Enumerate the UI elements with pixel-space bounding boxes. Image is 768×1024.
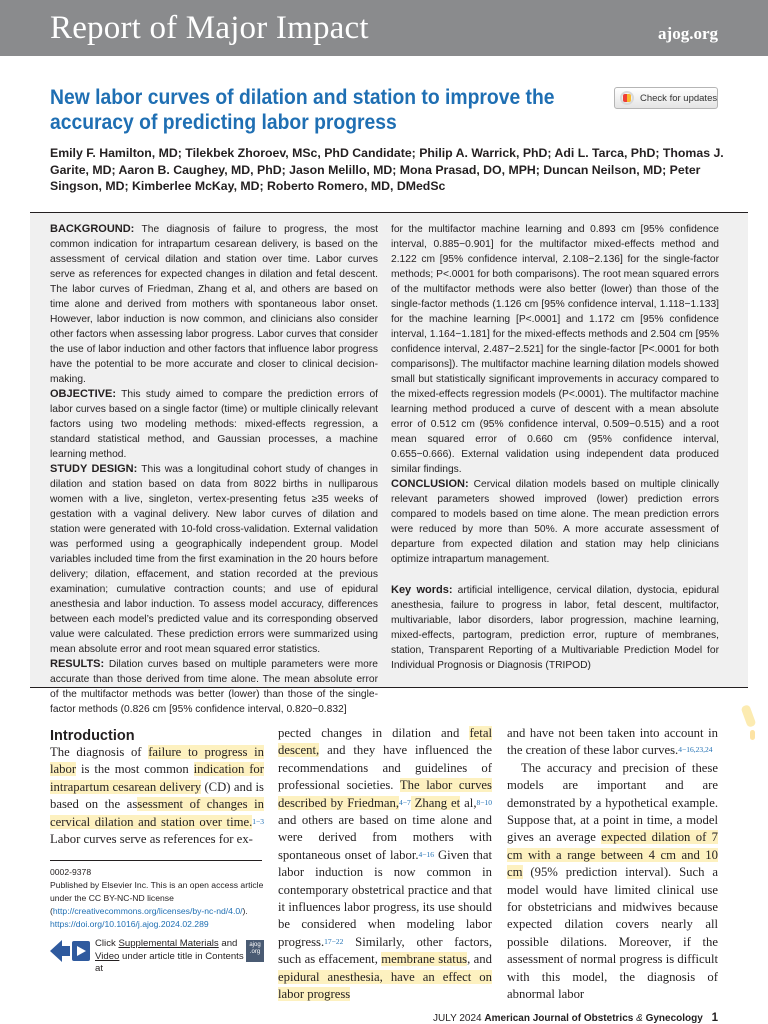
- abstract-column-left: [50, 222, 378, 717]
- intro-text: Given that labor induction is now common in contemporary obstetrical practice and that it influences labor progress, its use should be considered when modeling labor progress.: [278, 847, 492, 949]
- conclusion-text: Cervical dilation models based on multiple clinically relevant parameters showed improved (lower) prediction errors compared to models based on time alone. The mean prediction errors were reduced by more than 50%. A more accurate assessment of departure from expected dilation and station may help clinicians optimize intrapartum management.: [391, 479, 719, 565]
- highlight: Zhang et: [410, 795, 461, 810]
- design-heading: STUDY DESIGN:: [50, 463, 138, 475]
- highlight-mark: [750, 730, 755, 740]
- results-text-continued: for the multifactor machine learning and 0.893 cm [95% confidence interval, 0.885−0.901] for the multifactor mixed-effects method and 2.122 cm [95% confidence interval, 2.108−2.136] for the single-factor methods; P<.0001 for both comparisons). The root mean squared errors of the multifactor methods were also better (lower) than those of the single-factor methods (1.126 cm [95% confidence interval, 1.118−1.133] for the machine learning [P<.0001] and 1.172 cm [95% confidence interval, 1.164−1.181] for the mixed-effects methods and 2.504 cm [95% confidence interval, 2.487−2.521] for the single-factor [P<.0001 for both comparisons]). The multifactor machine learning dilation models showed small but statistically significant improvements in accuracy compared to the mixed-effects regression models (P<.0001). The multifactor machine learning method produced a curve of descent with a mean absolute error of 0.512 cm (95% confidence interval, 0.509−0.515) and a root mean squared error of 0.660 cm (95% confidence interval, 0.655−0.666). External validation using independent data produced similar findings.: [391, 224, 719, 475]
- citation-link[interactable]: 17−22: [324, 936, 344, 946]
- introduction-heading: Introduction: [50, 728, 135, 744]
- highlight-mark: [741, 704, 757, 728]
- crossmark-icon: [620, 91, 634, 105]
- abstract-results-continued: [391, 222, 719, 477]
- keywords-text: artificial intelligence, cervical dilation, dystocia, epidural anesthesia, failure to progress in labor, fetal descent, multifactor, multivariable, labor disorders, labor progression, machine learning, mixed-effects, partogram, prediction error, rupture of membranes, station, Transparent Reporting of a Multivariable Prediction Model for Individual Prognosis or Diagnosis (TRIPOD): [391, 585, 720, 671]
- highlight: indication for intrapartum cesarean delivery: [50, 762, 264, 794]
- citation-link[interactable]: 4−7: [399, 797, 411, 807]
- supp-text-1: Click: [95, 938, 119, 949]
- check-updates-label: Check for updates: [640, 92, 718, 104]
- intro-text: , and: [467, 952, 492, 967]
- intro-text: (95% prediction interval). Such a model would have limited clinical use for obstetricians and midwives because expected dilation covers nearly all possible dilations. Moreover, if the assessment of normal progress is difficult with this model, the diagnosis of abnormal labor: [507, 865, 718, 1002]
- objective-text: This study aimed to compare the prediction errors of labor curves based on a single factor (time) or multiple clinically relevant factors using two modeling methods: mixed-effects regression, a standard statistical method, and Gaussian processes, a machine learning method.: [50, 389, 379, 460]
- conclusion-heading: CONCLUSION:: [391, 478, 469, 490]
- journal-name-2: Gynecology: [645, 1013, 703, 1024]
- highlight: sessment of changes in cervical dilation and station over time.: [50, 797, 264, 829]
- intro-text: The diagnosis of: [50, 745, 149, 759]
- intro-text: and have not been taken into account in the creation of these labor curves.: [507, 726, 718, 758]
- abstract-design: [50, 462, 378, 657]
- abstract-keywords: [391, 583, 719, 673]
- results-heading: RESULTS:: [50, 658, 105, 670]
- ampersand: &: [636, 1013, 643, 1024]
- license-suffix: ).: [242, 906, 248, 916]
- intro-text: is the most common: [76, 762, 194, 777]
- supp-text-3: under article title in Contents at: [95, 950, 244, 974]
- highlight: failure to progress in labor: [50, 745, 264, 777]
- abstract-results: [50, 657, 378, 717]
- ajog-badge: ajog .org: [246, 940, 264, 962]
- intro-paragraph-3: [507, 725, 718, 760]
- supplemental-note: [50, 938, 264, 974]
- license-text: [50, 879, 264, 918]
- background-text: The diagnosis of failure to progress, the most common indication for intrapartum cesarean delivery, is based on the assessment of cervical dilation and station over time. Labor curves serve as references for expected changes in dilation and fetal descent. The labor curves of Friedman, Zhang et al, and others are based on time alone and derived from mothers with spontaneous labor onset. However, labor induction is now common, and clinicians also consider other factors when assessing labor progress. Labor curves that consider the use of labor induction and other factors that influence labor progress have the potential to be more accurate and closer to clinical decision-making.: [50, 224, 378, 385]
- article-title: New labor curves of dilation and station to improve the accuracy of predicting labor progress: [50, 86, 555, 134]
- footnote-rule: [50, 860, 262, 861]
- highlight: membrane status: [381, 952, 468, 967]
- abstract-background: [50, 222, 378, 387]
- intro-paragraph-4: [507, 760, 718, 1004]
- citation-link[interactable]: 4−16,23,24: [678, 745, 713, 755]
- intro-text: and they have influenced the recommendations and guidelines of professional societies.: [278, 743, 492, 793]
- results-text: Dilation curves based on multiple parameters were more accurate than those derived from time alone. The mean absolute error of the multifactor methods was better (lower) than those of the single-factor methods (0.826 cm [95% confidence interval, 0.820−0.832]: [50, 659, 378, 715]
- design-text: This was a longitudinal cohort study of changes in dilation and station based on data from 8022 births in nulliparous women with a live, singleton, vertex-presenting fetus ≥35 weeks of gestation with a vaginal delivery. New labor curves of dilation and station were generated with 10-fold cross-validation. External validation was performed using a geographically independent group. Model variables included time from the first examination in the 20 hours before delivery; dilation, effacement, and station recorded at the previous examination; cumulative contraction counts; and use of epidural anesthesia and labor induction. To assess model accuracy, differences between each model’s predicted value and its corresponding observed value were calculated. These prediction errors were summarized using mean absolute error and root mean squared error statistics.: [50, 464, 378, 655]
- citation-link[interactable]: 1−3: [252, 816, 264, 826]
- license-link[interactable]: http://creativecommons.org/licenses/by-nc-nd/4.0/: [52, 906, 243, 916]
- journal-site[interactable]: ajog.org: [658, 24, 718, 43]
- doi-link[interactable]: https://doi.org/10.1016/j.ajog.2024.02.289: [50, 919, 209, 929]
- check-updates-button[interactable]: [614, 87, 718, 109]
- supp-text-2: and: [218, 938, 238, 949]
- intro-paragraph-2: [278, 725, 492, 1004]
- highlight: epidural anesthesia, have an effect on labor progress: [278, 969, 492, 1002]
- keywords-heading: Key words:: [391, 584, 453, 596]
- page-footer: [433, 1012, 718, 1024]
- page-number: 1: [711, 1012, 718, 1024]
- citation-link[interactable]: 4−16: [418, 849, 435, 859]
- license-prefix: Published by Elsevier Inc. This is an open access article under the CC BY-NC-ND license (: [50, 880, 264, 916]
- abstract-column-right: [391, 222, 719, 673]
- video-arrow-icon: [50, 938, 92, 964]
- intro-column-1: [50, 744, 264, 848]
- journal-name: American Journal of Obstetrics: [484, 1013, 634, 1024]
- issn: 0002-9378: [50, 867, 92, 877]
- intro-text: The accuracy and precision of these models are important and are demonstrated by a hypothetical example. Suppose that, at a point in time, a model gives an average: [507, 760, 718, 845]
- intro-text: (CD) and is based on the as: [50, 779, 264, 812]
- footnote: [50, 866, 264, 931]
- highlight: The labor curves described by Friedman,: [278, 778, 492, 810]
- highlight: fetal descent,: [278, 726, 492, 758]
- supplemental-text: [95, 938, 245, 976]
- author-list: Emily F. Hamilton, MD; Tilekbek Zhoroev, MSc, PhD Candidate; Philip A. Warrick, PhD; Adi L. Tarca, PhD; Thomas J. Garite, MD; Aaron B. Caughey, MD, PhD; Jason Melillo, MD; Mona Prasad, DO, MPH; Duncan Neilson, MD; Peter Singson, MD; Kimberlee McKay, MD; Roberto Romero, MD, DMedSc: [50, 146, 724, 194]
- abstract-objective: [50, 387, 378, 462]
- intro-text: Labor curves serve as references for ex-: [50, 832, 253, 847]
- intro-column-2: [278, 725, 492, 1004]
- intro-paragraph-1: [50, 744, 264, 848]
- intro-text: pected changes in dilation and: [278, 726, 470, 740]
- intro-text: Similarly, other factors, such as effacement,: [278, 934, 492, 967]
- issue-date: JULY 2024: [433, 1013, 482, 1024]
- citation-link[interactable]: 8−10: [476, 797, 492, 807]
- intro-text: and others are based on time alone and were derived from mothers with spontaneous onset of labor.: [278, 813, 492, 862]
- background-heading: BACKGROUND:: [50, 223, 135, 235]
- intro-column-3: [507, 725, 718, 1004]
- section-title: Report of Major Impact: [50, 10, 369, 46]
- supplemental-materials-link[interactable]: Supplemental Materials: [118, 938, 219, 949]
- section-banner: [0, 0, 768, 56]
- objective-heading: OBJECTIVE:: [50, 388, 117, 400]
- video-link[interactable]: Video: [95, 950, 120, 962]
- abstract-conclusion: [391, 477, 719, 567]
- intro-text: al,: [460, 795, 477, 810]
- highlight: expected dilation of 7 cm with a range between 4 cm and 10 cm: [507, 830, 718, 880]
